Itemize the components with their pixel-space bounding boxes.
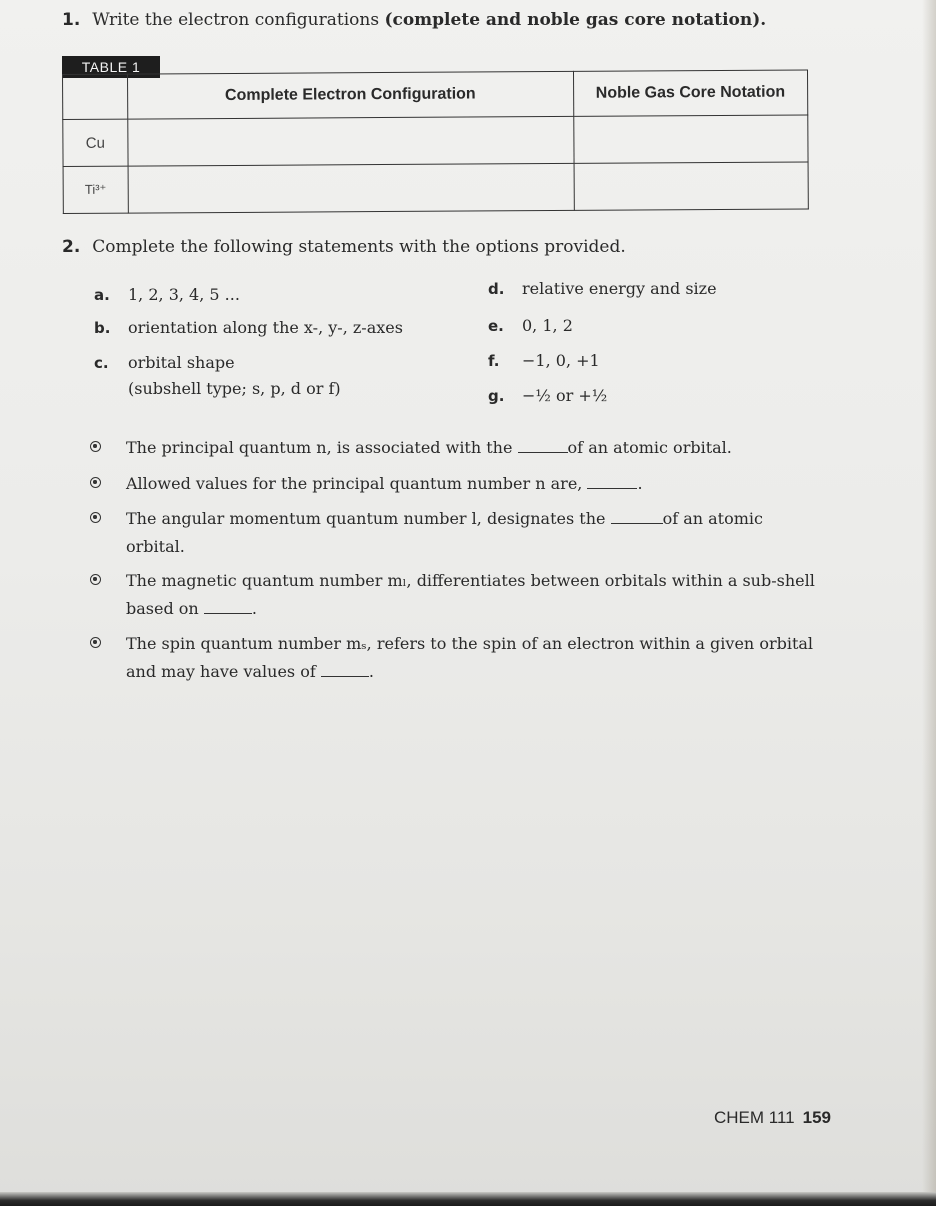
table-label: TABLE 1 bbox=[62, 56, 160, 78]
header-complete-configuration: Complete Electron Configuration bbox=[127, 71, 573, 119]
option-letter: d. bbox=[488, 280, 505, 298]
answer-blank[interactable] bbox=[204, 597, 252, 614]
statement-spin bbox=[90, 630, 826, 686]
option-text-continued: (subshell type; s, p, d or f) bbox=[128, 379, 341, 398]
table-row bbox=[63, 162, 808, 214]
option-letter: b. bbox=[94, 319, 111, 337]
table-header-row bbox=[63, 70, 808, 120]
option-text: 0, 1, 2 bbox=[522, 316, 573, 335]
statement-text-end: of an atomic orbital. bbox=[567, 438, 732, 457]
question-2-number: 2. bbox=[62, 237, 81, 257]
question-1-bold-text: (complete and noble gas core notation). bbox=[384, 10, 767, 30]
option-c bbox=[94, 350, 341, 402]
complete-config-cell-ti3[interactable] bbox=[128, 163, 574, 213]
header-noble-gas-notation: Noble Gas Core Notation bbox=[573, 70, 808, 116]
bullet-icon bbox=[90, 512, 101, 523]
option-text: orbital shape bbox=[128, 353, 235, 372]
complete-config-cell-cu[interactable] bbox=[128, 116, 574, 166]
species-cell-ti3: Ti³⁺ bbox=[63, 166, 128, 213]
answer-blank[interactable] bbox=[321, 660, 369, 677]
option-g bbox=[488, 383, 607, 409]
bullet-icon bbox=[90, 477, 101, 488]
option-b bbox=[94, 315, 403, 341]
statement-text-end: . bbox=[637, 474, 643, 493]
bullet-icon bbox=[90, 574, 101, 585]
option-text: relative energy and size bbox=[522, 279, 717, 298]
course-label: CHEM 111 bbox=[714, 1108, 795, 1127]
statement-principal-values bbox=[90, 470, 826, 498]
page-footer bbox=[714, 1108, 831, 1128]
statement-text-end: . bbox=[368, 662, 374, 681]
option-letter: a. bbox=[94, 286, 110, 304]
question-1-text: Write the electron configurations bbox=[92, 10, 385, 30]
option-d bbox=[488, 276, 717, 302]
statement-principal bbox=[90, 434, 826, 462]
question-2-title bbox=[62, 237, 626, 257]
option-letter: c. bbox=[94, 354, 109, 372]
question-2-text: Complete the following statements with the options provided. bbox=[92, 237, 626, 257]
noble-gas-cell-cu[interactable] bbox=[573, 115, 808, 163]
statement-text: The angular momentum quantum number l, designates the bbox=[126, 509, 611, 528]
statement-text: The principal quantum n, is associated with the bbox=[126, 438, 518, 457]
table-row bbox=[63, 115, 808, 167]
bullet-icon bbox=[90, 637, 101, 648]
answer-blank[interactable] bbox=[611, 507, 663, 524]
electron-configuration-table bbox=[62, 69, 809, 214]
header-species bbox=[63, 74, 128, 119]
bullet-icon bbox=[90, 441, 101, 452]
statement-text: The magnetic quantum number mₗ, differentiates between orbitals within a sub-shell based on bbox=[126, 571, 815, 618]
page-number: 159 bbox=[802, 1108, 831, 1127]
answer-blank[interactable] bbox=[587, 472, 637, 489]
answer-blank[interactable] bbox=[518, 436, 568, 453]
option-e bbox=[488, 313, 573, 339]
option-letter: f. bbox=[488, 352, 500, 370]
statement-magnetic bbox=[90, 567, 826, 623]
option-f bbox=[488, 348, 600, 374]
statement-text: The spin quantum number mₛ, refers to the spin of an electron within a given orbital and may have values of bbox=[126, 634, 814, 681]
question-1-number: 1. bbox=[62, 10, 81, 30]
option-letter: e. bbox=[488, 317, 504, 335]
question-1-title bbox=[62, 10, 766, 30]
option-text: 1, 2, 3, 4, 5 ... bbox=[128, 285, 240, 304]
option-text: −1, 0, +1 bbox=[522, 351, 600, 370]
species-cell-cu: Cu bbox=[63, 119, 128, 166]
statement-angular-momentum bbox=[90, 505, 826, 561]
option-text: −½ or +½ bbox=[522, 386, 608, 405]
statement-text: Allowed values for the principal quantum number n are, bbox=[126, 474, 588, 493]
statement-text-end: . bbox=[251, 599, 257, 618]
option-a bbox=[94, 282, 240, 308]
statement-text-end: of an atomic orbital. bbox=[126, 509, 763, 556]
page-edge-shadow bbox=[922, 0, 936, 1206]
option-letter: g. bbox=[488, 387, 505, 405]
option-text: orientation along the x-, y-, z-axes bbox=[128, 318, 403, 337]
page-bottom-edge bbox=[0, 1192, 936, 1206]
noble-gas-cell-ti3[interactable] bbox=[574, 162, 809, 210]
